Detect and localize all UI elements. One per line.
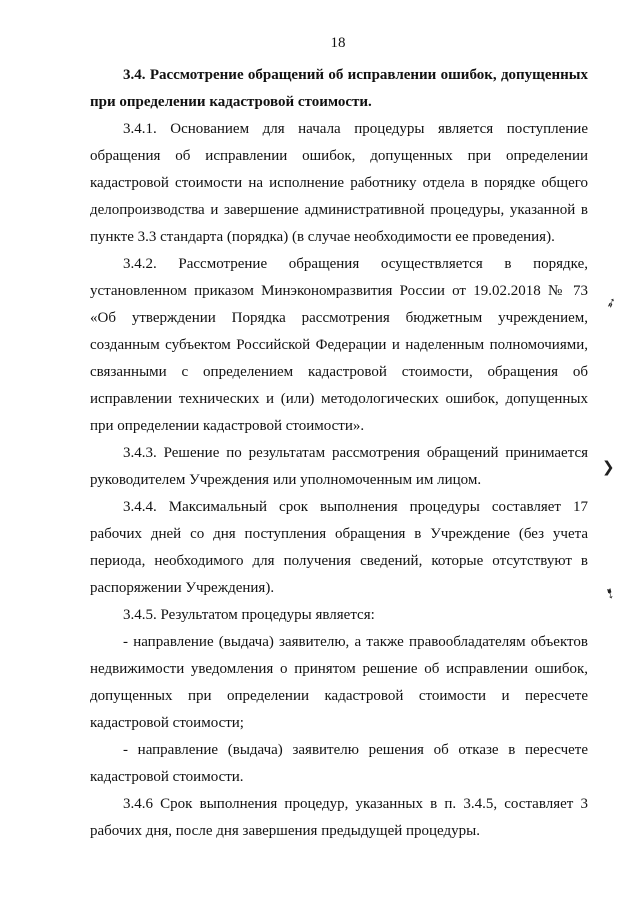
paragraph-3-4-5: 3.4.5. Результатом процедуры является:	[123, 607, 375, 623]
section-heading: 3.4. Рассмотрение обращений об исправлении ошибок, допущенных при определении кадастровой стоимости.	[90, 67, 588, 110]
paragraph-3-4-3: 3.4.3. Решение по результатам рассмотрения обращений принимается руководителем Учреждения или уполномоченным им лицом.	[90, 445, 588, 488]
paragraph-result-item-2: - направление (выдача) заявителю решения об отказе в пересчете кадастровой стоимости.	[90, 742, 588, 785]
page-number: 18	[330, 35, 346, 51]
paragraph-3-4-6: 3.4.6 Срок выполнения процедур, указанных в п. 3.4.5, составляет 3 рабочих дня, после дня завершения предыдущей процедуры.	[90, 796, 588, 839]
margin-chevron-mark-icon: ❯	[602, 458, 615, 476]
paragraph-result-item-1: - направление (выдача) заявителю, а также правообладателям объектов недвижимости уведомления о принятом решение об исправлении ошибок, допущенных при определении кадастровой стоимости и пересчете кадастровой стоимости;	[90, 634, 588, 731]
paragraph-3-4-1: 3.4.1. Основанием для начала процедуры является поступление обращения об исправлении ошибок, допущенных при определении кадастровой стоимости на исполнение работнику отдела в порядке общего делопроизводства и завершение административной процедуры, указанной в пункте 3.3 стандарта (порядка) (в случае необходимости ее проведения).	[90, 121, 588, 245]
paragraph-3-4-2: 3.4.2. Рассмотрение обращения осуществляется в порядке, установленном приказом Минэкономразвития России от 19.02.2018 № 73 «Об утверждении Порядка рассмотрения бюджетным учреждением, созданным субъектом Российской Федерации и наделенным полномочиями, связанными с определением кадастровой стоимости, обращения об исправлении технических и (или) методологических ошибок, допущенных при определении кадастровой стоимости».	[90, 256, 588, 434]
paragraph-3-4-4: 3.4.4. Максимальный срок выполнения процедуры составляет 17 рабочих дней со дня поступления обращения в Учреждение (без учета периода, необходимого для получения сведений, которые отсутствуют в распоряжении Учреждения).	[90, 499, 588, 596]
margin-pen-mark-icon: ➷	[600, 584, 619, 604]
margin-pen-mark-icon: ➶	[603, 294, 620, 313]
section-content	[90, 62, 588, 845]
